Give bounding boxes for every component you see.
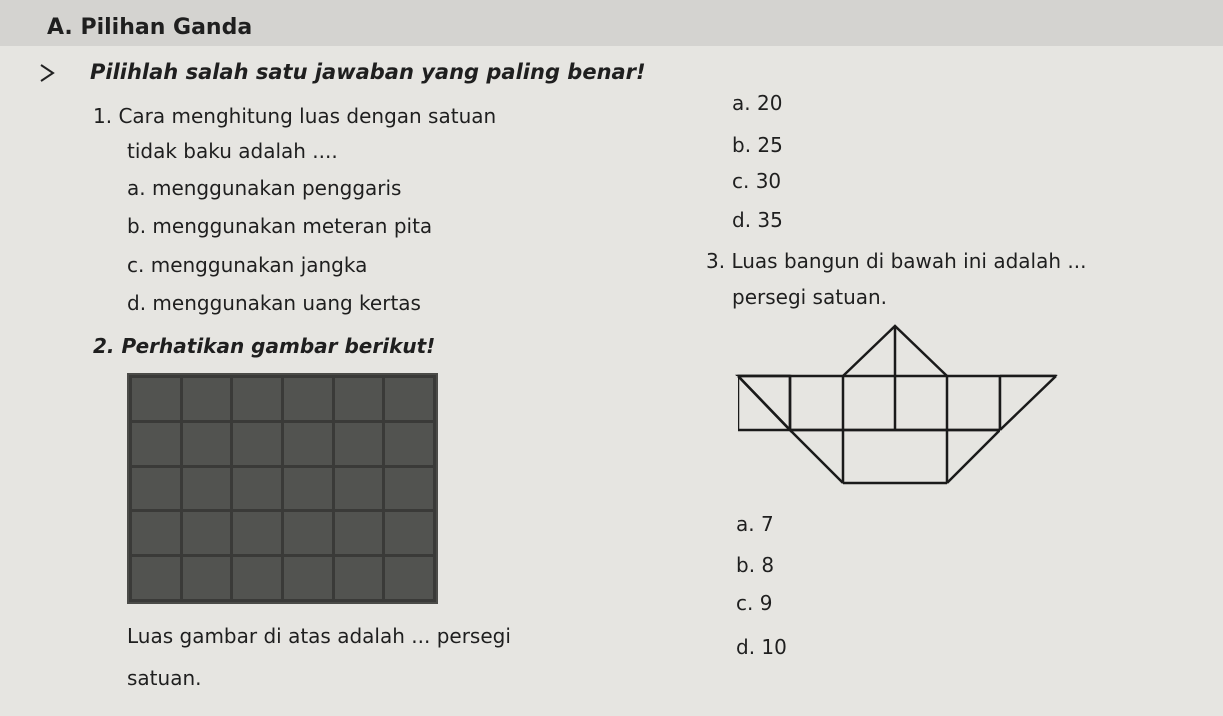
q1-option-c: c. menggunakan jangka [127,253,368,277]
q1-option-b: b. menggunakan meteran pita [127,214,433,238]
grid-cell [385,468,433,510]
grid-cell [183,423,231,465]
q3-text-line1: 3. Luas bangun di bawah ini adalah ... [706,249,1087,273]
section-title: A. Pilihan Ganda [47,15,253,40]
grid-cell [132,378,180,420]
grid-cell [284,423,332,465]
grid-cell [284,512,332,554]
grid-cell [132,557,180,599]
grid-cell [233,378,281,420]
grid-cell [132,512,180,554]
grid-cell [233,423,281,465]
grid-cell [385,557,433,599]
grid-cell [183,557,231,599]
grid-cell [385,423,433,465]
grid-cell [335,557,383,599]
q2-option-c: c. 30 [732,169,782,193]
grid-cell [284,557,332,599]
q2-grid-figure [127,373,438,604]
q3-shape-figure [730,320,1065,490]
q3-text-line2: persegi satuan. [732,285,888,309]
grid-cell [233,557,281,599]
q1-text-line1: 1. Cara menghitung luas dengan satuan [93,104,497,128]
grid-cell [385,512,433,554]
chevron-right-icon [38,62,56,84]
grid-cell [335,423,383,465]
q3-option-c: c. 9 [736,591,773,615]
grid-cell [335,512,383,554]
q3-option-d: d. 10 [736,635,787,659]
q1-option-a: a. menggunakan penggaris [127,176,402,200]
q2-option-d: d. 35 [732,208,783,232]
grid-cell [183,512,231,554]
grid-cell [335,378,383,420]
grid-cell [233,512,281,554]
grid-cell [335,468,383,510]
grid-cell [385,378,433,420]
grid-cell [183,468,231,510]
grid-cell [132,468,180,510]
q2-answer-line2: satuan. [127,666,202,690]
grid-cell [284,378,332,420]
q2-option-a: a. 20 [732,91,783,115]
grid-cell [284,468,332,510]
q2-option-b: b. 25 [732,133,783,157]
q3-option-b: b. 8 [736,553,775,577]
grid-cell [233,468,281,510]
q2-answer-line1: Luas gambar di atas adalah ... persegi [127,624,511,648]
q2-text: 2. Perhatikan gambar berikut! [93,334,436,358]
instruction-text: Pilihlah salah satu jawaban yang paling benar! [90,60,646,84]
q1-text-line2: tidak baku adalah .... [127,139,338,163]
q1-option-d: d. menggunakan uang kertas [127,291,421,315]
shape-diagram [730,320,1065,490]
q3-option-a: a. 7 [736,512,774,536]
grid-cell [132,423,180,465]
grid-cell [183,378,231,420]
